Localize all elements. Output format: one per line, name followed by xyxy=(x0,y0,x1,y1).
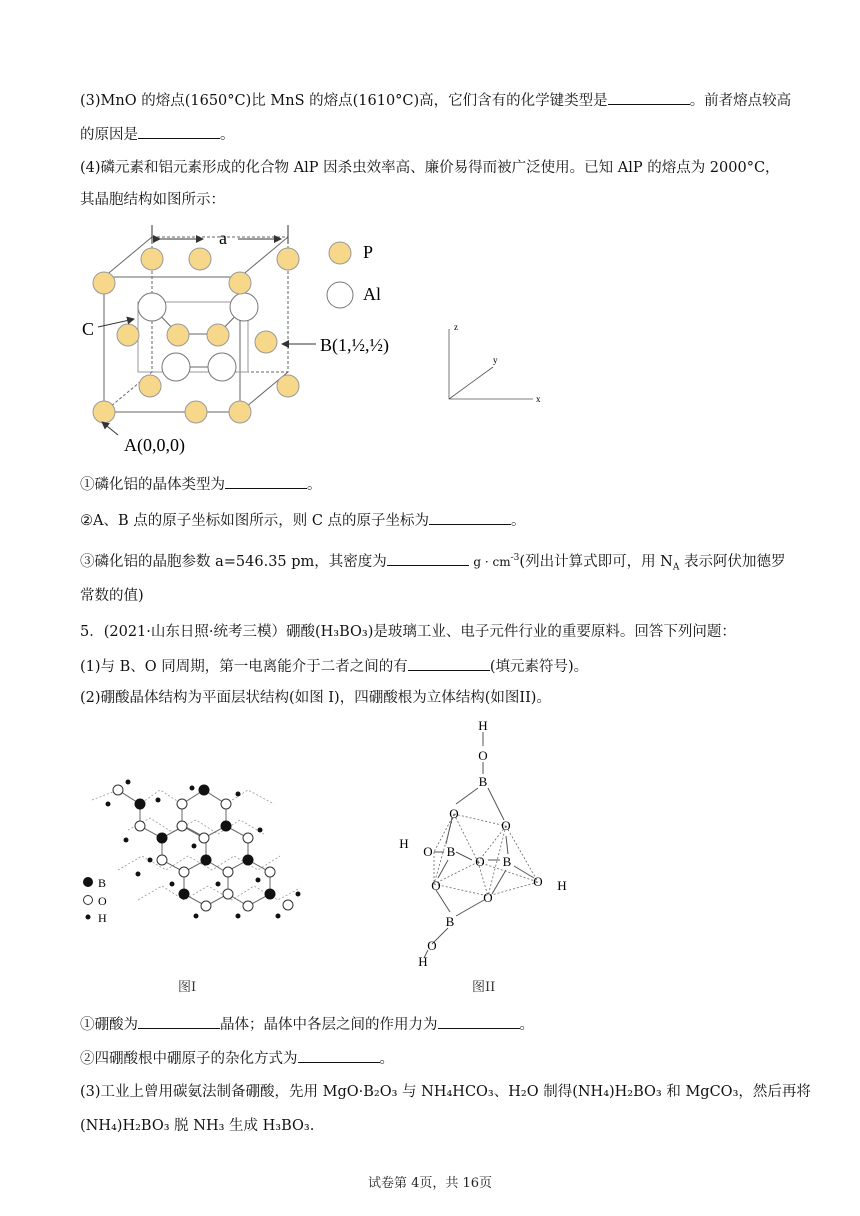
h-atom xyxy=(170,882,175,887)
o-atom xyxy=(243,901,253,911)
legend-p-label: P xyxy=(363,242,374,262)
al-atom xyxy=(230,293,258,321)
o-atom: O xyxy=(478,748,488,763)
al-atom xyxy=(208,353,236,381)
o-atom: O xyxy=(483,890,493,905)
legend-b-label: B xyxy=(98,876,107,890)
p-atom xyxy=(189,248,211,270)
o-atom xyxy=(113,785,123,795)
b-atom xyxy=(221,821,232,832)
answer-blank[interactable] xyxy=(298,1048,380,1063)
o-atom: O xyxy=(449,806,459,821)
o-atom xyxy=(223,889,233,899)
b-atom xyxy=(135,799,146,810)
o-atom xyxy=(157,855,167,865)
q5-sub1: (1)与 B、O 同周期，第一电离能介于二者之间的有 (填元素符号)。 xyxy=(80,656,588,677)
legend-b-swatch xyxy=(83,877,93,887)
h-atom xyxy=(216,882,221,887)
label-a: A(0,0,0) xyxy=(124,435,185,455)
p-atom xyxy=(229,401,251,423)
coordinate-axes xyxy=(449,329,533,399)
p-atom xyxy=(167,324,189,346)
q5-head: 5．(2021·山东日照·统考三模）硼酸(H₃BO₃)是玻璃工业、电子元件行业的重要原料。回答下列问题： xyxy=(80,624,736,640)
h-atom: H xyxy=(478,718,488,733)
p-atom xyxy=(185,401,207,423)
answer-blank[interactable] xyxy=(429,510,511,525)
h-atom xyxy=(236,792,241,797)
h-atom: H xyxy=(399,836,409,851)
p-atom xyxy=(93,401,115,423)
label-b: B(1,½,½) xyxy=(320,335,389,355)
p-atom xyxy=(139,375,161,397)
answer-blank[interactable] xyxy=(138,124,220,139)
answer-blank[interactable] xyxy=(438,1014,520,1029)
answer-blank[interactable] xyxy=(225,474,307,489)
h-atom xyxy=(190,786,195,791)
h-atom xyxy=(106,802,111,807)
o-atom xyxy=(283,900,293,910)
h-atom xyxy=(194,914,199,919)
p-atom xyxy=(93,272,115,294)
q3-line2: 的原因是 。 xyxy=(80,124,235,145)
answer-blank[interactable] xyxy=(408,656,490,671)
o-atom xyxy=(199,833,209,843)
b-atom: B xyxy=(502,854,512,869)
q5-sub2-1: ①硼酸为 晶体；晶体中各层之间的作用力为 。 xyxy=(80,1014,534,1035)
o-atom xyxy=(179,867,189,877)
h-atom xyxy=(156,798,161,803)
h-atom xyxy=(136,872,141,877)
o-atom xyxy=(243,833,253,843)
o-atom xyxy=(177,799,187,809)
h-atom xyxy=(258,828,263,833)
b-atom: B xyxy=(478,774,488,789)
axis-z-label: z xyxy=(454,322,458,332)
p-atom xyxy=(277,248,299,270)
o-atom xyxy=(177,821,187,831)
b-atom xyxy=(157,833,168,844)
h-atom xyxy=(148,858,153,863)
answer-blank[interactable] xyxy=(387,551,469,566)
q5-sub3-line1: (3)工业上曾用碳氨法制备硼酸，先用 MgO·B₂O₃ 与 NH₄HCO₃、H₂O 制得(NH₄)H₂BO₃ 和 MgCO₃，然后再将 xyxy=(80,1084,811,1100)
legend-o-swatch xyxy=(84,896,93,905)
h-atom: H xyxy=(418,954,428,968)
a-label: a xyxy=(219,228,227,248)
fig2-caption: 图II xyxy=(472,980,496,995)
o-atom: O xyxy=(431,878,441,893)
q4-sub1: ①磷化铝的晶体类型为 。 xyxy=(80,474,322,495)
b-atom xyxy=(243,855,254,866)
b-atom xyxy=(199,785,210,796)
p-atom xyxy=(117,324,139,346)
h-atom xyxy=(192,844,197,849)
o-atom xyxy=(201,901,211,911)
legend-p-swatch xyxy=(329,242,351,264)
tetraborate-figure xyxy=(390,718,580,968)
legend-h-swatch xyxy=(86,915,91,920)
answer-blank[interactable] xyxy=(608,90,690,105)
b-atom xyxy=(201,855,212,866)
axis-y-label: y xyxy=(493,355,498,365)
o-atom: O xyxy=(475,854,485,869)
o-atom xyxy=(265,867,275,877)
legend-o-label: O xyxy=(98,894,107,908)
o-atom xyxy=(223,867,233,877)
q4-sub3-line2: 常数的值) xyxy=(80,588,144,604)
b-atom: B xyxy=(446,844,456,859)
boric-acid-layer-figure xyxy=(78,760,318,940)
o-atom xyxy=(135,821,145,831)
o-atom: O xyxy=(427,938,437,953)
q5-sub3-line2: (NH₄)H₂BO₃ 脱 NH₃ 生成 H₃BO₃. xyxy=(80,1118,315,1134)
alp-unit-cell-figure xyxy=(78,222,558,462)
q4-line1: (4)磷元素和铝元素形成的化合物 AlP 因杀虫效率高、廉价易得而被广泛使用。已知 AlP 的熔点为 2000°C， xyxy=(80,160,780,176)
h-atom xyxy=(296,892,301,897)
o-atom: O xyxy=(501,818,511,833)
p-atom xyxy=(255,331,277,353)
p-atom xyxy=(277,375,299,397)
label-c: C xyxy=(82,319,95,339)
fig1-caption: 图I xyxy=(178,980,197,995)
h-atom xyxy=(126,780,131,785)
axis-x-label: x xyxy=(536,394,541,404)
q5-sub2: (2)硼酸晶体结构为平面层状结构(如图 I)，四硼酸根为立体结构(如图II)。 xyxy=(80,690,551,706)
legend-h-label: H xyxy=(98,911,107,925)
b-atom: B xyxy=(445,914,455,929)
h-atom: H xyxy=(557,878,567,893)
q3-line1: (3)MnO 的熔点(1650°C)比 MnS 的熔点(1610°C)高，它们含有的化学键类型是 。前者熔点较高 xyxy=(80,90,791,111)
b-atom xyxy=(265,889,276,900)
legend-al-label: Al xyxy=(363,284,381,304)
h-atom xyxy=(236,914,241,919)
p-atoms xyxy=(93,248,299,423)
o-atom: O xyxy=(533,874,543,889)
al-atom xyxy=(162,353,190,381)
al-atom xyxy=(138,293,166,321)
h-atom xyxy=(256,878,261,883)
o-atom xyxy=(221,799,231,809)
o-atom: O xyxy=(423,844,433,859)
p-atom xyxy=(141,248,163,270)
b-atom xyxy=(179,889,190,900)
legend-al-swatch xyxy=(327,282,353,308)
p-atom xyxy=(207,324,229,346)
answer-blank[interactable] xyxy=(138,1014,220,1029)
h-atom xyxy=(276,914,281,919)
q4-line2: 其晶胞结构如图所示： xyxy=(80,192,225,208)
h-atom xyxy=(124,838,129,843)
p-atom xyxy=(229,272,251,294)
q4-sub3: ③磷化铝的晶胞参数 a=546.35 pm，其密度为 $g \cdot cm^{-3}$(列出计算式即可，用 $N_A$ 表示阿伏加德罗 xyxy=(80,548,785,578)
q4-sub2: ②A、B 点的原子坐标如图所示，则 C 点的原子坐标为 。 xyxy=(80,510,526,531)
q5-sub2-2: ②四硼酸根中硼原子的杂化方式为 。 xyxy=(80,1048,394,1069)
page-footer: 试卷第 4页，共 16页 xyxy=(367,1176,493,1191)
